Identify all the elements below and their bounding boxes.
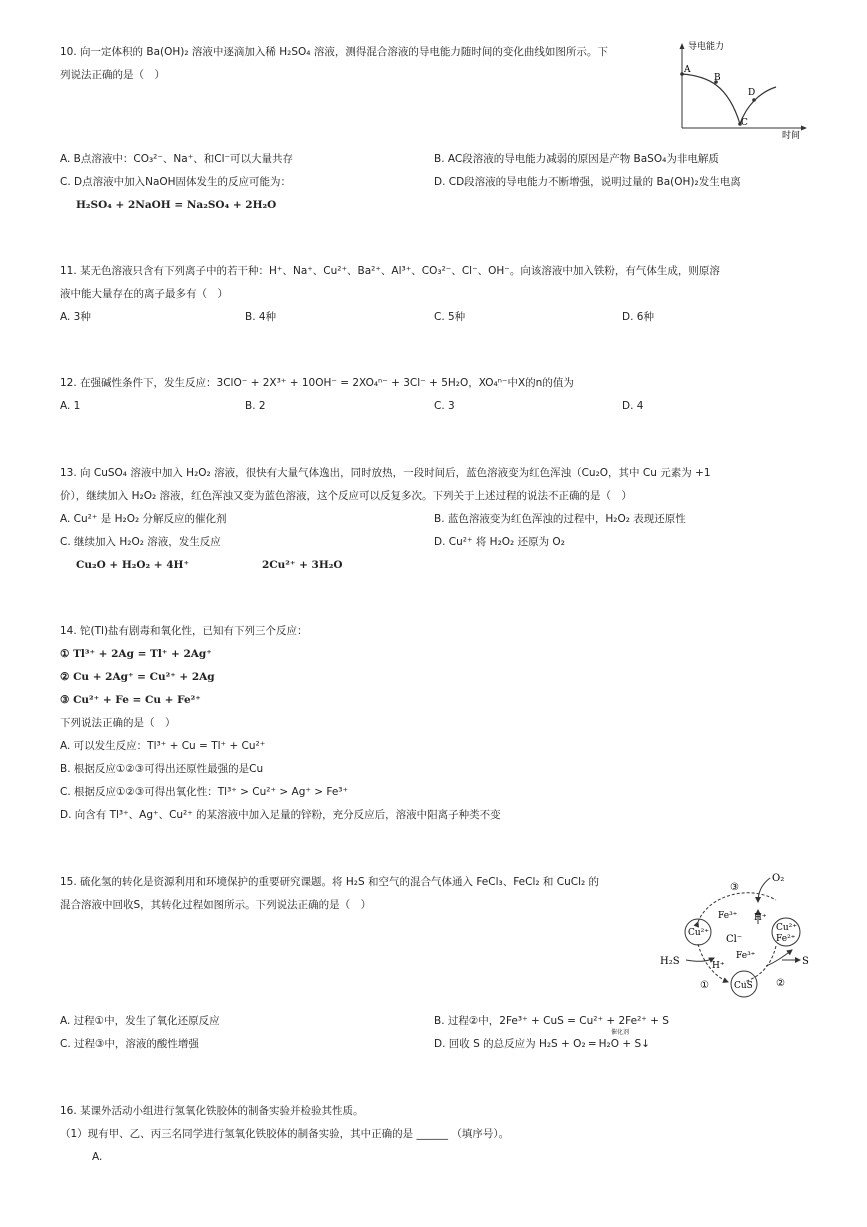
q16-stem-line2: （1）现有甲、乙、丙三名同学进行氢氧化铁胶体的制备实验，其中正确的是 ______ （填序号）。 — [60, 1128, 510, 1140]
q15-step3-label: ③ — [730, 882, 739, 893]
q12-option-a[interactable]: A. 1 — [60, 400, 81, 412]
q14-stem-line1: 14. 铊(Tl)盐有剧毒和氧化性，已知有下列三个反应： — [60, 625, 308, 637]
q13-option-d[interactable]: D. Cu²⁺ 将 H₂O₂ 还原为 O₂ — [434, 536, 565, 548]
q15-o2-label: O₂ — [772, 873, 785, 884]
q15-cl-label: Cl⁻ — [726, 934, 743, 945]
q11-option-d[interactable]: D. 6种 — [622, 311, 654, 323]
q15-hplus-bottom-label: H⁺ — [712, 961, 725, 971]
q10-stem-line2: 列说法正确的是（ ） — [60, 69, 165, 81]
q15-stem-line1: 15. 硫化氢的转化是资源利用和环境保护的重要研究课题。将 H₂S 和空气的混合气体通入 FeCl₃、FeCl₂ 和 CuCl₂ 的 — [60, 876, 600, 888]
q10-point-c: C — [741, 118, 748, 128]
q13-option-b[interactable]: B. 蓝色溶液变为红色浑浊的过程中，H₂O₂ 表现还原性 — [434, 513, 686, 525]
q10-point-b: B — [714, 73, 721, 83]
q15-hplus-top-label: H⁺ — [754, 913, 767, 923]
q15-sulfur-cycle-diagram — [658, 866, 818, 1000]
q15-step2-label: ② — [776, 978, 785, 989]
q10-point-a: A — [684, 65, 691, 75]
q14-option-a[interactable]: A. 可以发生反应：Tl³⁺ + Cu = Tl⁺ + Cu²⁺ — [60, 740, 266, 752]
q10-option-c[interactable]: C. D点溶液中加入NaOH固体发生的反应可能为： — [60, 176, 292, 188]
q14-option-c[interactable]: C. 根据反应①②③可得出氧化性：Tl³⁺ > Cu²⁺ > Ag⁺ > Fe³⁺ — [60, 786, 349, 798]
q14-reaction-2: ② Cu + 2Ag⁺ = Cu²⁺ + 2Ag — [60, 671, 215, 683]
q15-fe2-right-label: Fe²⁺ — [776, 934, 796, 944]
q14-option-d[interactable]: D. 向含有 Tl³⁺、Ag⁺、Cu²⁺ 的某溶液中加入足量的锌粉，充分反应后，溶液中阳离子种类不变 — [60, 809, 501, 821]
q15-h2s-label: H₂S — [660, 956, 680, 967]
q14-reaction-3: ③ Cu²⁺ + Fe = Cu + Fe²⁺ — [60, 694, 201, 706]
q11-stem-line1: 11. 某无色溶液只含有下列离子中的若干种：H⁺、Na⁺、Cu²⁺、Ba²⁺、Al³⁺、CO₃²⁻、Cl⁻、OH⁻。向该溶液中加入铁粉，有气体生成，则原溶 — [60, 265, 720, 277]
q10-option-b[interactable]: B. AC段溶液的导电能力减弱的原因是产物 BaSO₄为非电解质 — [434, 153, 719, 165]
q13-option-c-rhs: 2Cu²⁺ + 3H₂O — [262, 559, 343, 571]
q10-option-c-equation: H₂SO₄ + 2NaOH = Na₂SO₄ + 2H₂O — [76, 199, 277, 211]
q15-option-b[interactable]: B. 过程②中，2Fe³⁺ + CuS = Cu²⁺ + 2Fe²⁺ + S — [434, 1015, 669, 1027]
q12-stem-line1: 12. 在强碱性条件下，发生反应：3ClO⁻ + 2X³⁺ + 10OH⁻ = 2XO₄ⁿ⁻ + 3Cl⁻ + 5H₂O，XO₄ⁿ⁻中X的n的值为 — [60, 377, 574, 389]
q15-cu2-left-label: Cu²⁺ — [688, 928, 710, 938]
q15-step1-label: ① — [700, 980, 709, 991]
q10-curve-ac — [682, 74, 740, 124]
q10-conductivity-graph — [668, 40, 813, 140]
q13-option-c-lhs: Cu₂O + H₂O₂ + 4H⁺ — [76, 559, 189, 571]
q10-option-d[interactable]: D. CD段溶液的导电能力不断增强，说明过量的 Ba(OH)₂发生电离 — [434, 176, 741, 188]
q12-option-b[interactable]: B. 2 — [245, 400, 266, 412]
q10-ylabel: 导电能力 — [688, 42, 725, 52]
q11-option-b[interactable]: B. 4种 — [245, 311, 277, 323]
q14-stem-line2: 下列说法正确的是（ ） — [60, 717, 176, 729]
q13-option-a[interactable]: A. Cu²⁺ 是 H₂O₂ 分解反应的催化剂 — [60, 513, 227, 525]
q15-fe3-top-label: Fe³⁺ — [718, 911, 738, 921]
q15-cus-label: CuS — [734, 981, 753, 991]
q15-cu2-right-label: Cu²⁺ — [776, 923, 798, 933]
q10-xlabel: 时间 — [782, 131, 801, 140]
q15-fe3-bottom-label: Fe³⁺ — [736, 951, 756, 961]
q15-option-d[interactable]: D. 回收 S 的总反应为 H₂S + O₂ ═ H₂O + S↓ — [434, 1038, 650, 1050]
q16-stem-line1: 16. 某课外活动小组进行氢氧化铁胶体的制备实验并检验其性质。 — [60, 1105, 364, 1117]
q14-option-b[interactable]: B. 根据反应①②③可得出还原性最强的是Cu — [60, 763, 264, 775]
q15-option-a[interactable]: A. 过程①中，发生了氧化还原反应 — [60, 1015, 220, 1027]
q10-point-d: D — [748, 88, 756, 98]
q13-stem-line1: 13. 向 CuSO₄ 溶液中加入 H₂O₂ 溶液，很快有大量气体逸出，同时放热，一段时间后，蓝色溶液变为红色浑浊（Cu₂O，其中 Cu 元素为 +1 — [60, 467, 711, 479]
q13-stem-line2: 价），继续加入 H₂O₂ 溶液，红色浑浊又变为蓝色溶液，这个反应可以反复多次。下列关于上述过程的说法不正确的是（ ） — [60, 490, 633, 502]
q11-stem-line2: 液中能大量存在的离子最多有（ ） — [60, 288, 228, 300]
q12-option-d[interactable]: D. 4 — [622, 400, 644, 412]
q16-option-a[interactable]: A. — [92, 1151, 103, 1163]
q15-s-product-label: S — [802, 956, 809, 967]
q13-option-c[interactable]: C. 继续加入 H₂O₂ 溶液，发生反应 — [60, 536, 221, 548]
q15-option-d-condition: 催化剂 — [611, 1029, 630, 1036]
q15-stem-line2: 混合溶液中回收S，其转化过程如图所示。下列说法正确的是（ ） — [60, 899, 372, 911]
q11-option-a[interactable]: A. 3种 — [60, 311, 91, 323]
q12-option-c[interactable]: C. 3 — [434, 400, 455, 412]
q14-reaction-1: ① Tl³⁺ + 2Ag = Tl⁺ + 2Ag⁺ — [60, 648, 212, 660]
q11-option-c[interactable]: C. 5种 — [434, 311, 466, 323]
q10-option-a[interactable]: A. B点溶液中：CO₃²⁻、Na⁺、和Cl⁻可以大量共存 — [60, 153, 294, 165]
q10-stem-line1: 10. 向一定体积的 Ba(OH)₂ 溶液中逐滴加入稀 H₂SO₄ 溶液，测得混合溶液的导电能力随时间的变化曲线如图所示。下 — [60, 46, 608, 58]
q15-option-c[interactable]: C. 过程③中，溶液的酸性增强 — [60, 1038, 199, 1050]
